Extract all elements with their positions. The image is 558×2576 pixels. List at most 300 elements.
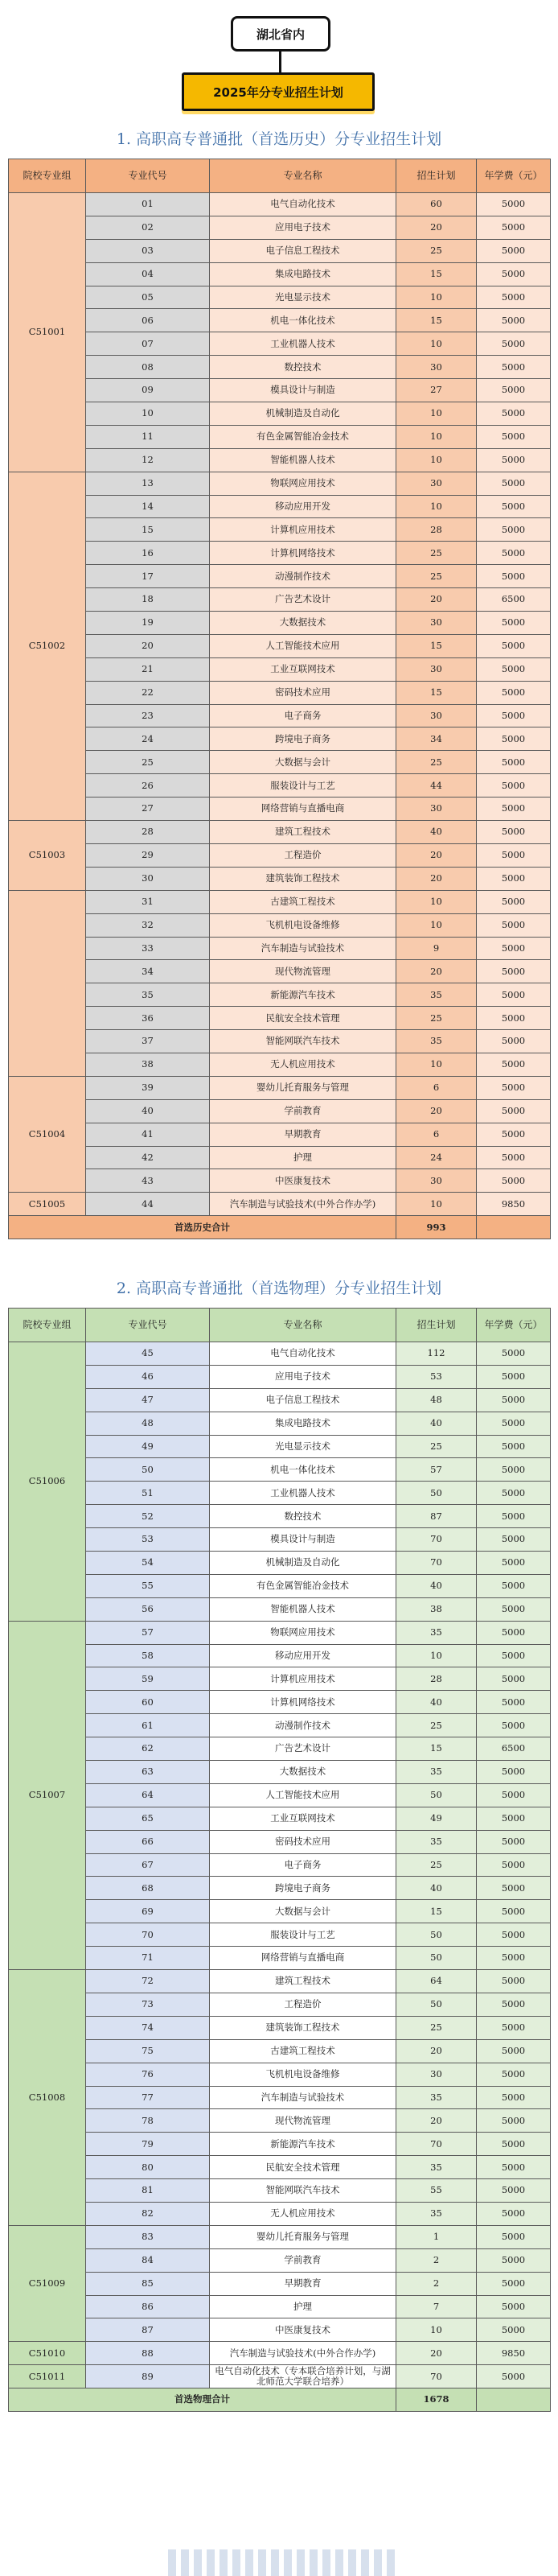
plan-count-cell: 112 xyxy=(396,1342,477,1366)
major-code-cell: 27 xyxy=(86,798,210,821)
major-name-cell: 计算机网络技术 xyxy=(210,1691,396,1714)
plan-count-cell: 15 xyxy=(396,1737,477,1761)
major-name-cell: 工业互联网技术 xyxy=(210,657,396,681)
tuition-cell: 5000 xyxy=(477,1482,551,1505)
major-name-cell: 婴幼儿托育服务与管理 xyxy=(210,2225,396,2248)
table-row xyxy=(9,1169,551,1193)
major-code-cell: 79 xyxy=(86,2133,210,2156)
group-cell: C51001 xyxy=(9,193,86,472)
plan-count-cell: 50 xyxy=(396,1993,477,2016)
plan-count-cell: 25 xyxy=(396,1853,477,1877)
table-row xyxy=(9,657,551,681)
table-row xyxy=(9,1993,551,2016)
major-name-cell: 婴幼儿托育服务与管理 xyxy=(210,1076,396,1099)
region-label: 湖北省内 xyxy=(231,16,330,52)
major-name-cell: 人工智能技术应用 xyxy=(210,1783,396,1807)
major-name-cell: 服装设计与工艺 xyxy=(210,774,396,798)
major-name-cell: 汽车制造与试验技术 xyxy=(210,937,396,960)
table-row xyxy=(9,1053,551,1076)
plan-count-cell: 10 xyxy=(396,332,477,356)
table-row xyxy=(9,1853,551,1877)
plan-count-cell: 35 xyxy=(396,1621,477,1644)
table-row xyxy=(9,1123,551,1146)
major-code-cell: 59 xyxy=(86,1667,210,1691)
plan-count-cell: 27 xyxy=(396,379,477,402)
major-code-cell: 19 xyxy=(86,612,210,635)
major-code-cell: 31 xyxy=(86,890,210,913)
table-row xyxy=(9,216,551,239)
tuition-cell: 5000 xyxy=(477,1458,551,1482)
tuition-cell: 5000 xyxy=(477,2365,551,2388)
tuition-cell: 6500 xyxy=(477,588,551,612)
tuition-cell: 5000 xyxy=(477,1807,551,1830)
plan-count-cell: 15 xyxy=(396,634,477,657)
plan-count-cell: 40 xyxy=(396,1574,477,1597)
plan-count-cell: 20 xyxy=(396,588,477,612)
table-row xyxy=(9,2039,551,2063)
table-row xyxy=(9,1621,551,1644)
major-code-cell: 07 xyxy=(86,332,210,356)
major-name-cell: 应用电子技术 xyxy=(210,1365,396,1388)
group-cell: C51006 xyxy=(9,1342,86,1622)
total-row xyxy=(9,2388,551,2412)
major-code-cell: 44 xyxy=(86,1193,210,1216)
plan-count-cell: 30 xyxy=(396,1169,477,1193)
table-row xyxy=(9,1714,551,1737)
plan-count-cell: 35 xyxy=(396,2086,477,2109)
tuition-cell: 5000 xyxy=(477,1574,551,1597)
tuition-cell: 5000 xyxy=(477,2016,551,2039)
tuition-cell: 5000 xyxy=(477,774,551,798)
table-row xyxy=(9,1737,551,1761)
table-row xyxy=(9,1099,551,1123)
major-code-cell: 54 xyxy=(86,1552,210,1575)
table-row xyxy=(9,2365,551,2388)
major-code-cell: 70 xyxy=(86,1923,210,1947)
table-row xyxy=(9,1761,551,1784)
major-code-cell: 87 xyxy=(86,2318,210,2342)
tuition-cell: 5000 xyxy=(477,332,551,356)
total-empty-cell xyxy=(477,2388,551,2412)
major-name-cell: 计算机应用技术 xyxy=(210,518,396,542)
major-name-cell: 动漫制作技术 xyxy=(210,1714,396,1737)
plan-count-cell: 53 xyxy=(396,1365,477,1388)
major-code-cell: 71 xyxy=(86,1947,210,1970)
major-code-cell: 65 xyxy=(86,1807,210,1830)
table-row xyxy=(9,1667,551,1691)
major-code-cell: 23 xyxy=(86,704,210,727)
table-row xyxy=(9,2063,551,2086)
major-code-cell: 02 xyxy=(86,216,210,239)
major-name-cell: 新能源汽车技术 xyxy=(210,2133,396,2156)
plan-count-cell: 15 xyxy=(396,262,477,286)
major-name-cell: 大数据技术 xyxy=(210,612,396,635)
major-name-cell: 汽车制造与试验技术 xyxy=(210,2086,396,2109)
major-name-cell: 模具设计与制造 xyxy=(210,379,396,402)
plan-count-cell: 20 xyxy=(396,2039,477,2063)
tuition-cell: 5000 xyxy=(477,2086,551,2109)
major-name-cell: 智能机器人技术 xyxy=(210,448,396,472)
plan-count-cell: 28 xyxy=(396,1667,477,1691)
plan-count-cell: 25 xyxy=(396,239,477,262)
table-row xyxy=(9,495,551,518)
plan-count-cell: 30 xyxy=(396,356,477,379)
table-row xyxy=(9,960,551,983)
major-code-cell: 67 xyxy=(86,1853,210,1877)
major-name-cell: 工业互联网技术 xyxy=(210,1807,396,1830)
plan-count-cell: 30 xyxy=(396,612,477,635)
major-name-cell: 工程造价 xyxy=(210,1993,396,2016)
tuition-cell: 5000 xyxy=(477,2156,551,2179)
tuition-cell: 5000 xyxy=(477,1830,551,1853)
page-banner-title: 2025年分专业招生计划 xyxy=(182,72,375,111)
major-code-cell: 72 xyxy=(86,1970,210,1993)
group-cell: C51010 xyxy=(9,2342,86,2365)
bottom-decoration xyxy=(161,2549,402,2576)
major-name-cell: 飞机机电设备维修 xyxy=(210,2063,396,2086)
major-code-cell: 36 xyxy=(86,1007,210,1030)
major-code-cell: 21 xyxy=(86,657,210,681)
plan-count-cell: 15 xyxy=(396,681,477,704)
plan-count-cell: 50 xyxy=(396,1482,477,1505)
tuition-cell: 5000 xyxy=(477,239,551,262)
major-code-cell: 17 xyxy=(86,565,210,588)
tuition-cell: 5000 xyxy=(477,1169,551,1193)
major-name-cell: 移动应用开发 xyxy=(210,495,396,518)
plan-count-cell: 30 xyxy=(396,657,477,681)
tuition-cell: 9850 xyxy=(477,1193,551,1216)
tuition-cell: 5000 xyxy=(477,1597,551,1621)
major-code-cell: 76 xyxy=(86,2063,210,2086)
table-row xyxy=(9,425,551,448)
tuition-cell: 5000 xyxy=(477,960,551,983)
plan-count-cell: 6 xyxy=(396,1076,477,1099)
tuition-cell: 5000 xyxy=(477,867,551,890)
tuition-cell: 5000 xyxy=(477,2225,551,2248)
major-name-cell: 电气自动化技术 xyxy=(210,193,396,216)
table-row xyxy=(9,2272,551,2295)
major-name-cell: 电子商务 xyxy=(210,1853,396,1877)
table-row xyxy=(9,727,551,751)
plan-count-cell: 70 xyxy=(396,2133,477,2156)
tuition-cell: 5000 xyxy=(477,2179,551,2203)
tuition-cell: 5000 xyxy=(477,216,551,239)
major-name-cell: 学前教育 xyxy=(210,2248,396,2272)
table-row xyxy=(9,1830,551,1853)
plan-count-cell: 40 xyxy=(396,821,477,844)
major-name-cell: 中医康复技术 xyxy=(210,1169,396,1193)
major-name-cell: 现代物流管理 xyxy=(210,960,396,983)
major-code-cell: 28 xyxy=(86,821,210,844)
major-name-cell: 民航安全技术管理 xyxy=(210,2156,396,2179)
tuition-cell: 5000 xyxy=(477,1412,551,1435)
major-code-cell: 47 xyxy=(86,1388,210,1412)
tuition-cell: 5000 xyxy=(477,2039,551,2063)
table-row xyxy=(9,2109,551,2133)
total-row xyxy=(9,1216,551,1239)
major-code-cell: 66 xyxy=(86,1830,210,1853)
tuition-cell: 6500 xyxy=(477,1737,551,1761)
table-row xyxy=(9,1528,551,1552)
tuition-cell: 5000 xyxy=(477,1123,551,1146)
major-name-cell: 密码技术应用 xyxy=(210,1830,396,1853)
tuition-cell: 5000 xyxy=(477,1714,551,1737)
total-label: 首选历史合计 xyxy=(9,1216,396,1239)
major-name-cell: 工业机器人技术 xyxy=(210,1482,396,1505)
major-code-cell: 34 xyxy=(86,960,210,983)
tuition-cell: 5000 xyxy=(477,1505,551,1528)
major-code-cell: 73 xyxy=(86,1993,210,2016)
major-code-cell: 12 xyxy=(86,448,210,472)
table-row xyxy=(9,542,551,565)
plan-count-cell: 10 xyxy=(396,1193,477,1216)
table-row xyxy=(9,1644,551,1667)
tuition-cell: 5000 xyxy=(477,356,551,379)
major-name-cell: 广告艺术设计 xyxy=(210,1737,396,1761)
table-row xyxy=(9,1007,551,1030)
tuition-cell: 5000 xyxy=(477,425,551,448)
total-label: 首选物理合计 xyxy=(9,2388,396,2412)
table-row xyxy=(9,798,551,821)
major-name-cell: 物联网应用技术 xyxy=(210,1621,396,1644)
major-name-cell: 机电一体化技术 xyxy=(210,309,396,332)
table-row xyxy=(9,2225,551,2248)
history-plan-table xyxy=(8,159,551,1239)
table-row xyxy=(9,890,551,913)
tuition-cell: 5000 xyxy=(477,1007,551,1030)
plan-count-cell: 30 xyxy=(396,2063,477,2086)
major-name-cell: 智能网联汽车技术 xyxy=(210,2179,396,2203)
major-code-cell: 37 xyxy=(86,1030,210,1053)
major-name-cell: 无人机应用技术 xyxy=(210,1053,396,1076)
major-name-cell: 有色金属智能冶金技术 xyxy=(210,425,396,448)
plan-count-cell: 48 xyxy=(396,1388,477,1412)
major-name-cell: 早期教育 xyxy=(210,2272,396,2295)
major-name-cell: 服装设计与工艺 xyxy=(210,1923,396,1947)
table-row xyxy=(9,1597,551,1621)
tuition-cell: 5000 xyxy=(477,262,551,286)
major-name-cell: 电气自动化技术（专本联合培养计划，与湖北师范大学联合培养） xyxy=(210,2365,396,2388)
major-code-cell: 89 xyxy=(86,2365,210,2388)
connector-line xyxy=(279,52,281,72)
major-code-cell: 58 xyxy=(86,1644,210,1667)
plan-count-cell: 34 xyxy=(396,727,477,751)
major-name-cell: 大数据技术 xyxy=(210,1761,396,1784)
tuition-cell: 5000 xyxy=(477,2318,551,2342)
tuition-cell: 5000 xyxy=(477,1365,551,1388)
tuition-cell: 5000 xyxy=(477,2272,551,2295)
tuition-cell: 5000 xyxy=(477,542,551,565)
plan-count-cell: 10 xyxy=(396,890,477,913)
major-code-cell: 63 xyxy=(86,1761,210,1784)
major-name-cell: 数控技术 xyxy=(210,356,396,379)
major-name-cell: 集成电路技术 xyxy=(210,1412,396,1435)
tuition-cell: 5000 xyxy=(477,1342,551,1366)
major-name-cell: 建筑装饰工程技术 xyxy=(210,867,396,890)
major-code-cell: 22 xyxy=(86,681,210,704)
table-row xyxy=(9,634,551,657)
major-name-cell: 跨境电子商务 xyxy=(210,727,396,751)
plan-count-cell: 20 xyxy=(396,1099,477,1123)
tuition-cell: 5000 xyxy=(477,913,551,937)
plan-count-cell: 10 xyxy=(396,402,477,426)
table-row xyxy=(9,1342,551,1366)
plan-count-cell: 9 xyxy=(396,937,477,960)
tuition-cell: 5000 xyxy=(477,843,551,867)
major-code-cell: 81 xyxy=(86,2179,210,2203)
plan-count-cell: 28 xyxy=(396,518,477,542)
plan-count-cell: 64 xyxy=(396,1970,477,1993)
major-code-cell: 86 xyxy=(86,2295,210,2318)
tuition-cell: 5000 xyxy=(477,612,551,635)
plan-count-cell: 70 xyxy=(396,2365,477,2388)
tuition-cell: 5000 xyxy=(477,704,551,727)
major-name-cell: 现代物流管理 xyxy=(210,2109,396,2133)
major-name-cell: 电子信息工程技术 xyxy=(210,239,396,262)
group-cell: C51004 xyxy=(9,1076,86,1192)
major-name-cell: 大数据与会计 xyxy=(210,751,396,774)
major-name-cell: 工业机器人技术 xyxy=(210,332,396,356)
tuition-cell: 5000 xyxy=(477,1993,551,2016)
plan-count-cell: 10 xyxy=(396,425,477,448)
table-row xyxy=(9,1947,551,1970)
plan-count-cell: 20 xyxy=(396,843,477,867)
plan-count-cell: 57 xyxy=(396,1458,477,1482)
plan-count-cell: 15 xyxy=(396,309,477,332)
plan-count-cell: 87 xyxy=(396,1505,477,1528)
tuition-cell: 5000 xyxy=(477,1947,551,1970)
plan-count-cell: 25 xyxy=(396,565,477,588)
plan-count-cell: 55 xyxy=(396,2179,477,2203)
tuition-cell: 5000 xyxy=(477,1761,551,1784)
major-name-cell: 数控技术 xyxy=(210,1505,396,1528)
tuition-cell: 5000 xyxy=(477,1076,551,1099)
tuition-cell: 5000 xyxy=(477,1552,551,1575)
plan-count-cell: 35 xyxy=(396,1761,477,1784)
tuition-cell: 5000 xyxy=(477,798,551,821)
tuition-cell: 5000 xyxy=(477,1146,551,1169)
major-code-cell: 33 xyxy=(86,937,210,960)
major-code-cell: 04 xyxy=(86,262,210,286)
major-code-cell: 03 xyxy=(86,239,210,262)
major-code-cell: 80 xyxy=(86,2156,210,2179)
major-code-cell: 40 xyxy=(86,1099,210,1123)
table-row xyxy=(9,472,551,495)
major-code-cell: 13 xyxy=(86,472,210,495)
table-row xyxy=(9,379,551,402)
total-value: 993 xyxy=(396,1216,477,1239)
major-code-cell: 60 xyxy=(86,1691,210,1714)
major-name-cell: 大数据与会计 xyxy=(210,1900,396,1923)
plan-count-cell: 25 xyxy=(396,1435,477,1458)
tuition-cell: 5000 xyxy=(477,751,551,774)
major-name-cell: 动漫制作技术 xyxy=(210,565,396,588)
major-name-cell: 计算机应用技术 xyxy=(210,1667,396,1691)
table-row xyxy=(9,867,551,890)
major-name-cell: 电气自动化技术 xyxy=(210,1342,396,1366)
tuition-cell: 5000 xyxy=(477,1667,551,1691)
group-cell: C51009 xyxy=(9,2225,86,2341)
major-code-cell: 64 xyxy=(86,1783,210,1807)
table-row xyxy=(9,193,551,216)
header-fee: 年学费（元） xyxy=(477,1309,551,1342)
plan-count-cell: 20 xyxy=(396,867,477,890)
plan-count-cell: 40 xyxy=(396,1412,477,1435)
tuition-cell: 5000 xyxy=(477,379,551,402)
tuition-cell: 5000 xyxy=(477,1877,551,1900)
major-code-cell: 61 xyxy=(86,1714,210,1737)
plan-count-cell: 10 xyxy=(396,495,477,518)
plan-count-cell: 15 xyxy=(396,1900,477,1923)
header-name: 专业名称 xyxy=(210,159,396,193)
table-row xyxy=(9,1552,551,1575)
table-row xyxy=(9,565,551,588)
plan-count-cell: 2 xyxy=(396,2272,477,2295)
tuition-cell: 5000 xyxy=(477,1783,551,1807)
major-name-cell: 护理 xyxy=(210,1146,396,1169)
table-row xyxy=(9,1458,551,1482)
major-name-cell: 机械制造及自动化 xyxy=(210,1552,396,1575)
total-empty-cell xyxy=(477,1216,551,1239)
table-row xyxy=(9,1783,551,1807)
table-row xyxy=(9,2202,551,2225)
major-code-cell: 25 xyxy=(86,751,210,774)
plan-count-cell: 30 xyxy=(396,798,477,821)
major-code-cell: 43 xyxy=(86,1169,210,1193)
table-row xyxy=(9,518,551,542)
major-code-cell: 52 xyxy=(86,1505,210,1528)
major-name-cell: 无人机应用技术 xyxy=(210,2202,396,2225)
table-row xyxy=(9,1076,551,1099)
plan-count-cell: 25 xyxy=(396,751,477,774)
major-code-cell: 50 xyxy=(86,1458,210,1482)
plan-count-cell: 40 xyxy=(396,1877,477,1900)
major-code-cell: 88 xyxy=(86,2342,210,2365)
plan-count-cell: 70 xyxy=(396,1552,477,1575)
tuition-cell: 5000 xyxy=(477,1923,551,1947)
plan-count-cell: 50 xyxy=(396,1923,477,1947)
group-cell: C51005 xyxy=(9,1193,86,1216)
major-name-cell: 智能网联汽车技术 xyxy=(210,1030,396,1053)
group-cell: C51007 xyxy=(9,1621,86,1969)
major-code-cell: 10 xyxy=(86,402,210,426)
tuition-cell: 5000 xyxy=(477,448,551,472)
major-name-cell: 建筑工程技术 xyxy=(210,821,396,844)
tuition-cell: 5000 xyxy=(477,1030,551,1053)
plan-count-cell: 35 xyxy=(396,1830,477,1853)
major-name-cell: 早期教育 xyxy=(210,1123,396,1146)
group-cell: C51008 xyxy=(9,1970,86,2226)
major-name-cell: 密码技术应用 xyxy=(210,681,396,704)
table-row xyxy=(9,681,551,704)
major-code-cell: 06 xyxy=(86,309,210,332)
table-row xyxy=(9,1505,551,1528)
major-name-cell: 光电显示技术 xyxy=(210,1435,396,1458)
major-code-cell: 68 xyxy=(86,1877,210,1900)
major-name-cell: 古建筑工程技术 xyxy=(210,890,396,913)
tuition-cell: 5000 xyxy=(477,518,551,542)
plan-count-cell: 60 xyxy=(396,193,477,216)
plan-count-cell: 20 xyxy=(396,2342,477,2365)
table-row xyxy=(9,1030,551,1053)
major-code-cell: 74 xyxy=(86,2016,210,2039)
major-code-cell: 05 xyxy=(86,286,210,309)
table-row xyxy=(9,704,551,727)
tuition-cell: 5000 xyxy=(477,681,551,704)
major-name-cell: 建筑工程技术 xyxy=(210,1970,396,1993)
tuition-cell: 5000 xyxy=(477,1388,551,1412)
plan-count-cell: 40 xyxy=(396,1691,477,1714)
